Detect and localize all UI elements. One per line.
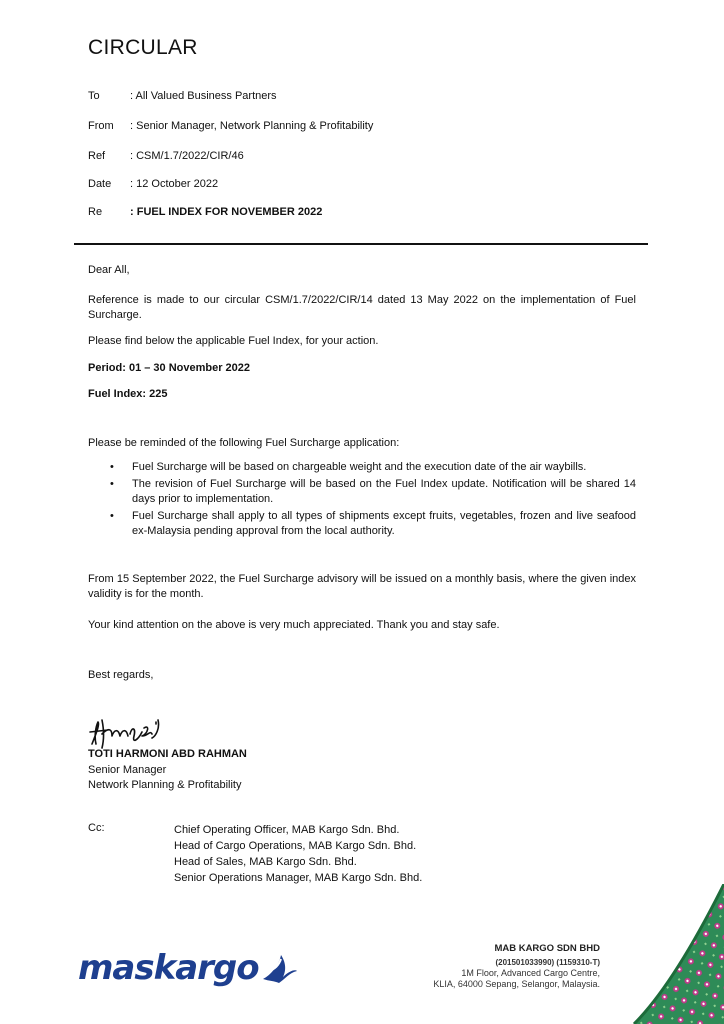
cc-list (174, 822, 422, 886)
logo-wordmark: maskargo (78, 948, 259, 988)
meta-value: : 12 October 2022 (130, 178, 219, 190)
paragraph-instruction: Please find below the applicable Fuel Index, for your action. (88, 335, 379, 347)
paragraph-thanks: Your kind attention on the above is very much appreciated. Thank you and stay safe. (88, 619, 500, 631)
meta-row-ref (88, 150, 244, 162)
header-divider (74, 243, 648, 245)
list-item: Head of Cargo Operations, MAB Kargo Sdn. Bhd. (174, 840, 417, 852)
signatory-department: Network Planning & Profitability (88, 779, 242, 791)
surcharge-bullet-list (88, 460, 636, 541)
meta-label: Date (88, 178, 112, 190)
list-item: Senior Operations Manager, MAB Kargo Sdn. Bhd. (174, 872, 423, 884)
closing: Best regards, (88, 669, 154, 681)
paragraph-reference: Reference is made to our circular CSM/1.7/2022/CIR/14 dated 13 May 2022 on the implementation of Fuel Surcharge. (88, 294, 636, 321)
logo-kite-icon (259, 951, 299, 985)
handwritten-signature (86, 714, 166, 752)
period-line: Period: 01 – 30 November 2022 (88, 362, 251, 374)
fuel-index-line: Fuel Index: 225 (88, 388, 168, 400)
meta-value: : Senior Manager, Network Planning & Profitability (130, 120, 374, 132)
reminder-intro: Please be reminded of the following Fuel Surcharge application: (88, 437, 400, 449)
document-title: CIRCULAR (88, 36, 198, 59)
meta-label: Ref (88, 150, 106, 162)
meta-row-to (88, 90, 277, 102)
cc-label: Cc: (88, 822, 105, 834)
bullet-icon: • (110, 461, 114, 473)
meta-row-date (88, 178, 218, 190)
meta-value: : All Valued Business Partners (130, 90, 277, 102)
company-address-line: 1M Floor, Advanced Cargo Centre, (461, 968, 600, 978)
meta-row-re (88, 206, 322, 218)
company-registration: (201501033990) (1159310-T) (495, 958, 600, 967)
company-name: MAB KARGO SDN BHD (494, 943, 600, 954)
greeting: Dear All, (88, 264, 130, 276)
meta-label: From (88, 120, 114, 132)
bullet-text: Fuel Surcharge will be based on chargeable weight and the execution date of the air waybills. (132, 461, 587, 473)
list-item (88, 509, 636, 539)
list-item: Head of Sales, MAB Kargo Sdn. Bhd. (174, 856, 357, 868)
meta-value: : CSM/1.7/2022/CIR/46 (130, 150, 244, 162)
list-item: Chief Operating Officer, MAB Kargo Sdn. Bhd. (174, 824, 400, 836)
meta-label: To (88, 90, 100, 102)
maskargo-logo (78, 948, 299, 988)
company-address-line: KLIA, 64000 Sepang, Selangor, Malaysia. (433, 979, 600, 989)
paragraph-advisory: From 15 September 2022, the Fuel Surcharge advisory will be issued on a monthly basis, where the given index validity is for the month. (88, 573, 636, 600)
batik-pattern-decoration (594, 884, 724, 1024)
meta-label: Re (88, 206, 103, 218)
company-address-block (433, 943, 600, 990)
bullet-text: The revision of Fuel Surcharge will be based on the Fuel Index update. Notification will be shared 14 days prior to implementation. (132, 478, 636, 505)
bullet-icon: • (110, 478, 114, 490)
meta-row-from (88, 120, 373, 132)
list-item (88, 460, 636, 475)
signatory-title: Senior Manager (88, 764, 167, 776)
bullet-text: Fuel Surcharge shall apply to all types of shipments except fruits, vegetables, frozen and live seafood ex-Malaysia pending approval from the local authority. (132, 510, 636, 537)
list-item (88, 477, 636, 507)
bullet-icon: • (110, 510, 114, 522)
signatory-name: TOTI HARMONI ABD RAHMAN (88, 748, 247, 760)
meta-value-subject: : FUEL INDEX FOR NOVEMBER 2022 (130, 206, 323, 218)
